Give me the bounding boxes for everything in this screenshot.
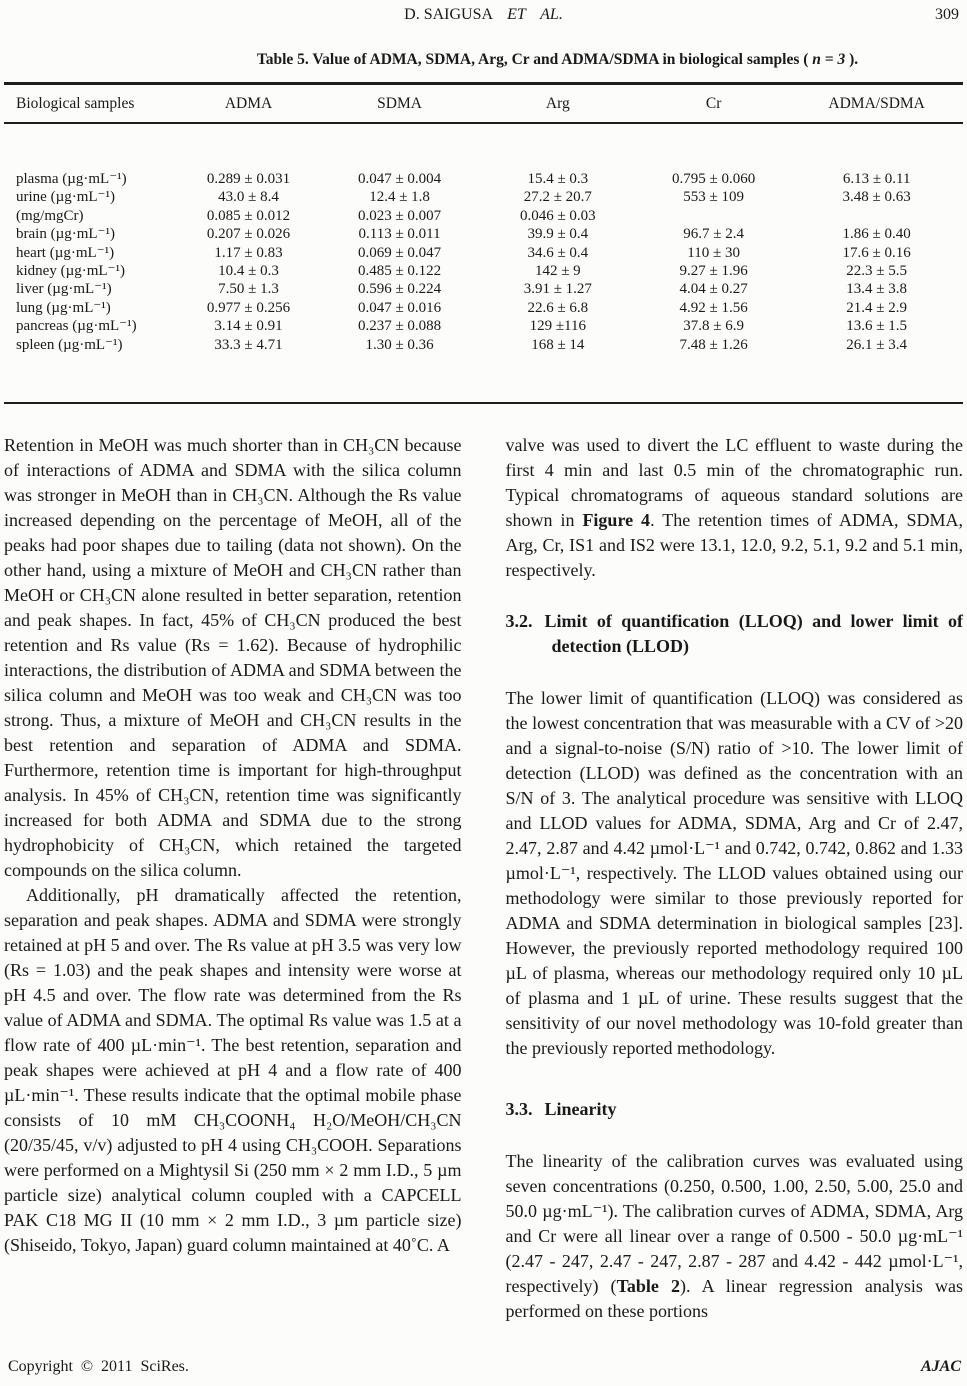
paragraph-linearity-text: The linearity of the calibration curves was evaluated using seven concentrations (0.250, 0.500, 1.00, 2.50, 5.00, 25.0 and 50.0 µg·mL⁻¹). The calibration curves of ADMA, SDMA, Arg and Cr were all linear over a range of 0.500 - 50.0 µg·mL⁻¹ (2.47 - 247, 2.47 - 247, 2.87 - 287 and 4.42 - 442 µmol·L⁻¹, respectively) ( [505,1151,963,1297]
value-cell: 37.8 ± 6.9 [683,318,744,335]
value-cell: 12.4 ± 1.8 [369,189,430,206]
value-cell: 110 ± 30 [687,244,740,261]
value-cell: 4.92 ± 1.56 [679,299,748,316]
results-table [4,82,963,404]
page-number: 309 [935,6,959,23]
page-footer [8,1358,961,1376]
journal-abbreviation: AJAC [920,1358,961,1375]
column-header-cr: Cr [705,95,722,112]
column-header-adma-sdma: ADMA/SDMA [828,95,925,112]
column-header-sdma: SDMA [377,95,422,112]
table-2-reference: Table 2 [616,1276,681,1297]
section-title: Limit of quantification (LLOQ) and lower limit of detection (LLOD) [544,611,963,657]
value-cell: 22.6 ± 6.8 [527,299,589,316]
paragraph-linearity-end: ). A linear regression analysis was performed on these portions [505,1276,963,1322]
value-cell: 33.3 ± 4.71 [214,336,283,353]
value-cell: 0.795 ± 0.060 [672,171,756,187]
section-heading-3-2 [506,609,964,659]
section-heading-3-3 [506,1097,964,1122]
value-cell: 43.0 ± 8.4 [218,189,279,206]
value-cell: 0.977 ± 0.256 [206,299,291,316]
value-cell: 96.7 ± 2.4 [683,226,744,243]
value-cell: 27.2 ± 20.7 [523,189,592,206]
table-row [4,188,963,206]
paragraph-ph-effects: Additionally, pH dramatically affected the retention, separation and peak shapes. ADMA and SDMA were strongly retained at pH 5 and over. The Rs value at pH 3.5 was very low (Rs = 1.03) and the peak shapes and intensity were worse at pH 4.5 and over. The flow rate was determined from the Rs value of ADMA and SDMA. The optimal Rs value was 1.5 at a flow rate of 400 µL·min⁻¹. The best retention, separation and peak shapes were achieved at pH 4 and a flow rate of 400 µL·min⁻¹. These results indicate that the optimal mobile phase consists of 10 mM CH₃COONH₄ H₂O/MeOH/CH₃CN (20/35/45, v/v) adjusted to pH 4 using CH₃COOH. Separations were performed on a Mightysil Si (250 mm × 2 mm I.D., 5 µm particle size) analytical column coupled with a CAPCELL PAK C18 MG II (10 mm × 2 mm I.D., 3 µm particle size) (Shiseido, Tokyo, Japan) guard column maintained at 40˚C. A [4,885,462,1256]
value-cell: 553 ± 109 [683,189,744,206]
table-row [4,244,963,262]
sample-name-cell: (mg/mgCr) [16,207,84,224]
table-row [4,207,963,225]
paragraph-valve [506,433,964,583]
value-cell: 0.046 ± 0.03 [519,207,596,224]
value-cell: 1.30 ± 0.36 [365,336,434,353]
paragraph-valve-text: valve was used to divert the LC effluent to waste during the first 4 min and last 0.5 min of the chromatographic run. Typical chromatograms of aqueous standard solutions are shown in [505,435,963,531]
table-caption-n-value: n = 3 [812,51,846,68]
section-title: Linearity [544,1099,617,1120]
running-head-etal: ET AL. [507,6,563,23]
value-cell: 0.085 ± 0.012 [206,207,291,224]
column-header-adma: ADMA [224,95,273,112]
table-row [4,299,963,317]
table-body [4,124,963,404]
value-cell: 22.3 ± 5.5 [846,263,908,280]
paragraph-retention: Retention in MeOH was much shorter than in CH₃CN because of interactions of ADMA and SDMA with the silica column was stronger in MeOH than in CH₃CN. Although the Rs value increased depending on the percentage of MeOH, all of the peaks had poor shapes due to tailing (data not shown). On the other hand, using a mixture of MeOH and CH₃CN rather than MeOH or CH₃CN alone resulted in better separation, retention and peak shapes. In fact, 45% of CH₃CN produced the best retention and Rs value (Rs = 1.62). Because of hydrophilic interactions, the distribution of ADMA and SDMA between the silica column and MeOH was too weak and CH₃CN was too strong. Thus, a mixture of MeOH and CH₃CN results in the best retention and separation of ADMA and SDMA. Furthermore, retention time is important for high-throughput analysis. In 45% of CH₃CN, retention time was significantly increased for both ADMA and SDMA due to the strong hydrophobicity of CH₃CN, which retained the targeted compounds on the silica column. [4,435,462,881]
sample-name-cell: heart (µg·mL⁻¹) [16,244,115,261]
value-cell: 168 ± 14 [531,336,585,353]
value-cell: 34.6 ± 0.4 [527,244,589,261]
table-caption-text: Table 5. Value of ADMA, SDMA, Arg, Cr and ADMA/SDMA in biological samples ( [256,51,813,68]
value-cell: 0.113 ± 0.011 [358,226,441,243]
value-cell: 0.047 ± 0.016 [357,299,442,316]
paragraph-lloq-llod: The lower limit of quantification (LLOQ) was considered as the lowest concentration that was measurable with a CV of >20 and a signal-to-noise (S/N) ratio of >10. The lower limit of detection (LLOD) was defined as the concentration with an S/N of 3. The analytical procedure was sensitive with LLOQ and LLOD values for ADMA, SDMA, Arg and Cr of 2.47, 2.47, 2.87 and 4.42 µmol·L⁻¹ and 0.742, 0.742, 0.862 and 1.33 µmol·L⁻¹, respectively. The LLOD values obtained using our methodology were similar to those previously reported for ADMA and SDMA determination in biological samples [23]. However, the previously reported methodology required 100 µL of plasma, whereas our methodology required only 10 µL of plasma and 1 µL of urine. These results suggest that the sensitivity of our novel methodology was 10-fold greater than the previously reported methodology. [505,688,963,1059]
table-row [4,317,963,335]
section-number: 3.2. [505,611,533,632]
value-cell: 0.237 ± 0.088 [357,318,442,335]
value-cell: 129 ±116 [529,318,587,335]
value-cell [637,207,790,225]
value-cell: 26.1 ± 3.4 [846,336,908,353]
value-cell: 3.48 ± 0.63 [842,189,911,206]
value-cell: 0.069 ± 0.047 [357,244,442,261]
value-cell: 3.91 ± 1.27 [523,281,592,298]
value-cell: 17.6 ± 0.16 [842,244,911,261]
body-left-column [4,433,462,1324]
table-row [4,280,963,298]
value-cell: 13.6 ± 1.5 [846,318,908,335]
table-row [4,170,963,188]
value-cell: 10.4 ± 0.3 [218,263,279,280]
value-cell: 7.50 ± 1.3 [218,281,279,298]
sample-name-cell: spleen (µg·mL⁻¹) [16,336,123,353]
value-cell: 39.9 ± 0.4 [527,226,589,243]
value-cell: 7.48 ± 1.26 [679,336,748,353]
table-row [4,262,963,280]
value-cell: 3.14 ± 0.91 [214,318,283,335]
column-header-arg: Arg [545,95,570,112]
body-right-column [506,433,964,1324]
sample-name-cell: lung (µg·mL⁻¹) [16,299,111,316]
table-row [4,336,963,354]
value-cell: 9.27 ± 1.96 [679,263,748,280]
value-cell: 0.047 ± 0.004 [357,171,442,187]
table-caption-end: ). [845,51,859,68]
value-cell: 4.04 ± 0.27 [679,281,748,298]
value-cell: 0.023 ± 0.007 [357,207,442,224]
figure-4-reference: Figure 4 [582,510,651,531]
value-cell: 21.4 ± 2.9 [846,299,908,316]
table-row [4,225,963,243]
value-cell: 142 ± 9 [534,263,581,280]
copyright-text: Copyright © 2011 SciRes. [8,1358,189,1375]
sample-name-cell: urine (µg·mL⁻¹) [16,189,115,206]
value-cell: 0.289 ± 0.031 [206,171,291,187]
sample-name-cell: brain (µg·mL⁻¹) [16,226,115,243]
sample-name-cell: kidney (µg·mL⁻¹) [16,263,125,280]
body-text [4,433,963,1324]
running-head [4,6,963,32]
sample-name-cell: liver (µg·mL⁻¹) [16,281,112,298]
value-cell: 15.4 ± 0.3 [527,171,589,187]
table-header-row [4,85,963,124]
value-cell: 13.4 ± 3.8 [846,281,908,298]
running-head-author: D. SAIGUSA [404,6,494,23]
value-cell [790,207,963,225]
paragraph-valve-end: . The retention times of ADMA, SDMA, Arg, Cr, IS1 and IS2 were 13.1, 12.0, 9.2, 5.1, 9.2 and 5.1 min, respectively. [505,510,963,581]
sample-name-cell: pancreas (µg·mL⁻¹) [16,318,137,335]
value-cell: 6.13 ± 0.11 [842,171,911,187]
column-header-biological-samples: Biological samples [16,95,135,112]
section-number: 3.3. [505,1099,533,1120]
value-cell: 0.207 ± 0.026 [206,226,291,243]
table-caption [152,51,963,69]
value-cell: 1.86 ± 0.40 [842,226,911,243]
value-cell: 1.17 ± 0.83 [214,244,283,261]
value-cell: 0.596 ± 0.224 [357,281,442,298]
sample-name-cell: plasma (µg·mL⁻¹) [16,171,127,187]
value-cell: 0.485 ± 0.122 [357,263,442,280]
paragraph-linearity [506,1149,964,1324]
